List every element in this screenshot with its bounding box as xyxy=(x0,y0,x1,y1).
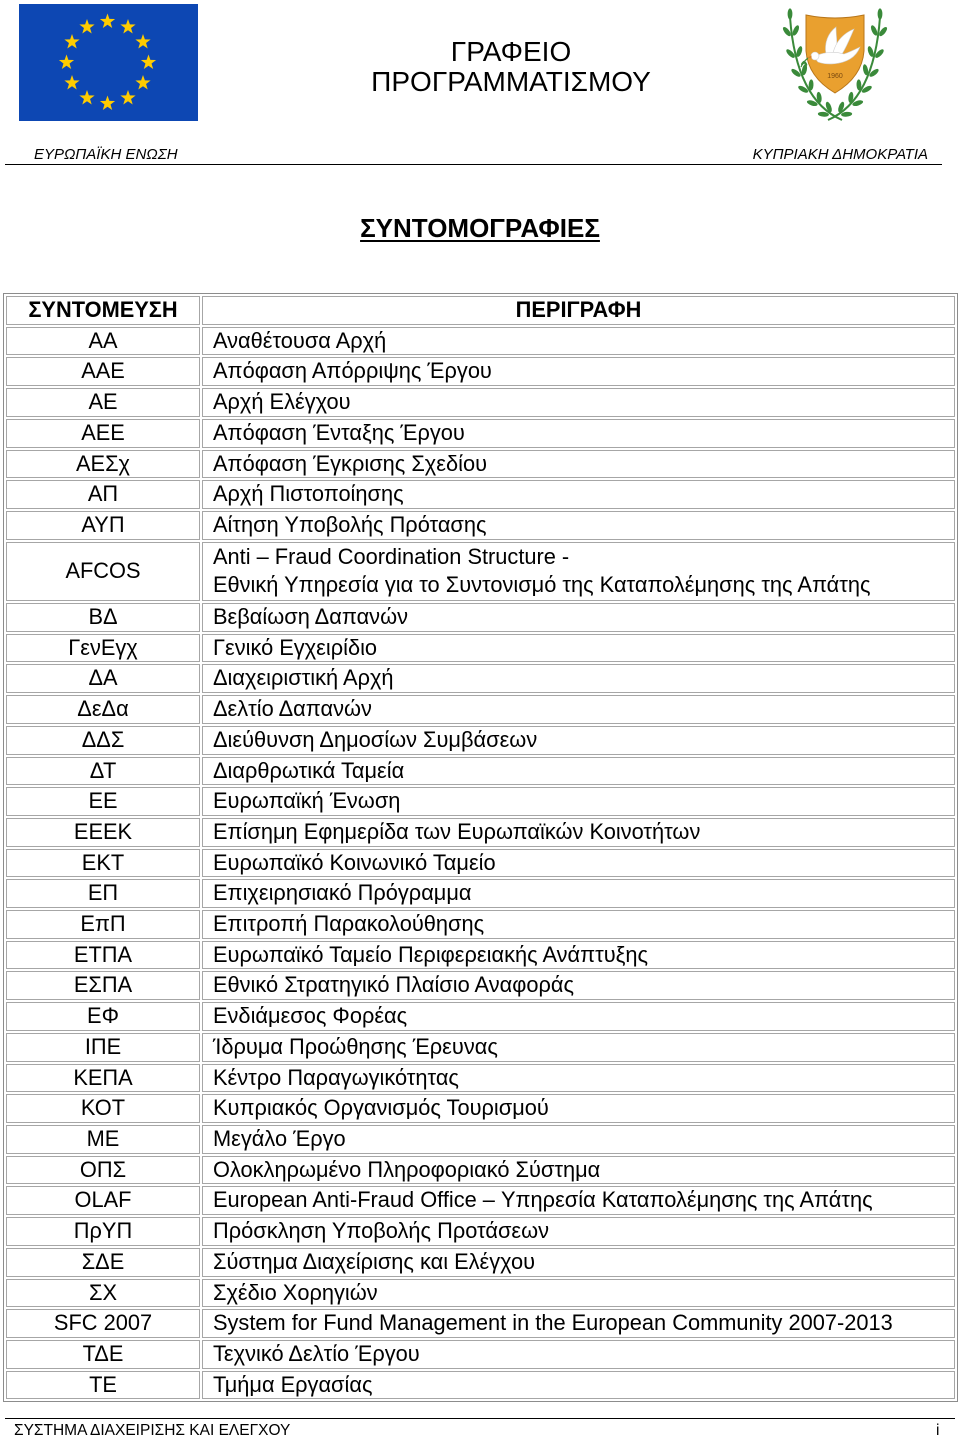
coat-of-arms-year: 1960 xyxy=(827,73,843,80)
table-row xyxy=(6,388,955,417)
abbreviation-cell: ΑΠ xyxy=(6,480,200,509)
description-cell xyxy=(202,1064,955,1093)
abbreviation-cell: ΔΔΣ xyxy=(6,726,200,755)
table-row xyxy=(6,1094,955,1123)
description-cell xyxy=(202,1094,955,1123)
description-cell xyxy=(202,480,955,509)
abbreviation-cell: ΕπΠ xyxy=(6,910,200,939)
abbreviation-cell: ΕΦ xyxy=(6,1002,200,1031)
abbreviation-cell: ΤΔΕ xyxy=(6,1340,200,1369)
description-line: Αρχή Πιστοποίησης xyxy=(213,481,404,507)
republic-of-cyprus-label: ΚΥΠΡΙΑΚΗ ΔΗΜΟΚΡΑΤΙΑ xyxy=(752,146,928,163)
abbreviation-cell: ΟΠΣ xyxy=(6,1156,200,1185)
abbreviation-cell: OLAF xyxy=(6,1186,200,1215)
description-line: Ευρωπαϊκό Κοινωνικό Ταμείο xyxy=(213,849,496,875)
description-line: Κέντρο Παραγωγικότητας xyxy=(213,1064,459,1090)
description-line: Ευρωπαϊκή Ένωση xyxy=(213,788,401,814)
table-row xyxy=(6,664,955,693)
abbreviation-cell: ΔΤ xyxy=(6,757,200,786)
document-title: ΣΥΝΤΟΜΟΓΡΑΦΙΕΣ xyxy=(360,213,600,243)
description-cell xyxy=(202,1248,955,1277)
description-cell xyxy=(202,971,955,1000)
table-row xyxy=(6,1217,955,1246)
description-line: Διεύθυνση Δημοσίων Συμβάσεων xyxy=(213,726,538,752)
description-line: Τεχνικό Δελτίο Έργου xyxy=(213,1340,420,1366)
table-header-row xyxy=(6,296,955,325)
abbreviation-cell: ΒΔ xyxy=(6,603,200,632)
description-line: Σχέδιο Χορηγιών xyxy=(213,1279,378,1305)
description-line: Γενικό Εγχειρίδιο xyxy=(213,634,378,660)
description-line: Τμήμα Εργασίας xyxy=(213,1371,373,1397)
table-row xyxy=(6,1002,955,1031)
description-line: Αναθέτουσα Αρχή xyxy=(213,327,387,353)
table-row xyxy=(6,1156,955,1185)
table-row xyxy=(6,419,955,448)
abbreviation-cell: ΠρΥΠ xyxy=(6,1217,200,1246)
abbreviation-cell: ΑΕΣχ xyxy=(6,450,200,479)
description-cell xyxy=(202,1340,955,1369)
description-cell xyxy=(202,757,955,786)
cyprus-coat-of-arms-icon xyxy=(776,5,894,123)
abbreviation-cell: ΣΧ xyxy=(6,1279,200,1308)
abbreviation-cell: ΑΥΠ xyxy=(6,511,200,540)
description-line: Διαχειριστική Αρχή xyxy=(213,665,394,691)
table-row xyxy=(6,480,955,509)
description-cell xyxy=(202,327,955,356)
table-row xyxy=(6,511,955,540)
table-row xyxy=(6,1248,955,1277)
description-cell xyxy=(202,357,955,386)
description-line: Anti – Fraud Coordination Structure - xyxy=(213,543,570,569)
description-cell xyxy=(202,879,955,908)
header-rule xyxy=(5,164,942,165)
abbreviation-cell: ΚΕΠΑ xyxy=(6,1064,200,1093)
abbreviation-cell: ΑΕ xyxy=(6,388,200,417)
description-cell xyxy=(202,388,955,417)
eu-flag-icon xyxy=(19,4,198,121)
table-row xyxy=(6,1125,955,1154)
description-cell xyxy=(202,603,955,632)
description-cell xyxy=(202,1125,955,1154)
table-row xyxy=(6,603,955,632)
abbreviation-cell: ΓενΕγχ xyxy=(6,634,200,663)
description-line: Διαρθρωτικά Ταμεία xyxy=(213,757,405,783)
table-row xyxy=(6,910,955,939)
table-row xyxy=(6,450,955,479)
description-line: Ενδιάμεσος Φορέας xyxy=(213,1003,408,1029)
description-line: Απόφαση Έγκρισης Σχεδίου xyxy=(213,450,487,476)
abbreviations-table xyxy=(3,293,958,1402)
description-cell xyxy=(202,634,955,663)
table-row xyxy=(6,757,955,786)
description-cell xyxy=(202,511,955,540)
description-line: Μεγάλο Έργο xyxy=(213,1125,346,1151)
column-header-abbreviation: ΣΥΝΤΟΜΕΥΣΗ xyxy=(6,296,200,325)
description-line: Εθνικό Στρατηγικό Πλαίσιο Αναφοράς xyxy=(213,972,574,998)
abbreviation-cell: AFCOS xyxy=(6,542,200,601)
abbreviation-cell: SFC 2007 xyxy=(6,1309,200,1338)
description-line: System for Fund Management in the European Community 2007-2013 xyxy=(213,1310,893,1336)
description-cell xyxy=(202,1033,955,1062)
description-cell xyxy=(202,695,955,724)
description-cell xyxy=(202,1217,955,1246)
table-row xyxy=(6,1371,955,1400)
abbreviation-cell: ΔεΔα xyxy=(6,695,200,724)
table-row xyxy=(6,1064,955,1093)
description-cell xyxy=(202,849,955,878)
description-cell xyxy=(202,1309,955,1338)
table-row xyxy=(6,1309,955,1338)
table-row xyxy=(6,542,955,601)
description-cell xyxy=(202,941,955,970)
description-cell xyxy=(202,787,955,816)
table-row xyxy=(6,818,955,847)
office-title-line-2: ΠΡΟΓΡΑΜΜΑΤΙΣΜΟΥ xyxy=(371,66,651,97)
abbreviation-cell: ΑΕΕ xyxy=(6,419,200,448)
abbreviation-cell: ΔΑ xyxy=(6,664,200,693)
table-row xyxy=(6,1279,955,1308)
description-line: Απόφαση Ένταξης Έργου xyxy=(213,419,465,445)
table-row xyxy=(6,1186,955,1215)
table-row xyxy=(6,787,955,816)
footer-rule xyxy=(5,1418,955,1419)
table-row xyxy=(6,879,955,908)
table-row xyxy=(6,849,955,878)
abbreviation-cell: ΕΕΕΚ xyxy=(6,818,200,847)
table-row xyxy=(6,695,955,724)
table-row xyxy=(6,971,955,1000)
abbreviation-cell: ΕΕ xyxy=(6,787,200,816)
description-line: Αίτηση Υποβολής Πρότασης xyxy=(213,511,487,537)
abbreviation-cell: ΑΑΕ xyxy=(6,357,200,386)
table-row xyxy=(6,1340,955,1369)
description-line: Επιτροπή Παρακολούθησης xyxy=(213,911,485,937)
table-row xyxy=(6,1033,955,1062)
description-line: Εθνική Υπηρεσία για το Συντονισμό της Καταπολέμησης της Απάτης xyxy=(213,572,871,598)
abbreviation-cell: ΜΕ xyxy=(6,1125,200,1154)
page-number: i xyxy=(936,1422,940,1439)
description-cell xyxy=(202,1371,955,1400)
description-line: European Anti-Fraud Office – Υπηρεσία Καταπολέμησης της Απάτης xyxy=(213,1187,873,1213)
description-line: Βεβαίωση Δαπανών xyxy=(213,604,408,630)
description-line: Ίδρυμα Προώθησης Έρευνας xyxy=(213,1033,498,1059)
table-row xyxy=(6,634,955,663)
table-row xyxy=(6,357,955,386)
description-line: Επίσημη Εφημερίδα των Ευρωπαϊκών Κοινοτήτων xyxy=(213,818,701,844)
description-cell xyxy=(202,1279,955,1308)
description-cell xyxy=(202,910,955,939)
description-cell xyxy=(202,818,955,847)
description-line: Ολοκληρωμένο Πληροφοριακό Σύστημα xyxy=(213,1156,601,1182)
description-line: Επιχειρησιακό Πρόγραμμα xyxy=(213,880,472,906)
table-row xyxy=(6,327,955,356)
abbreviation-cell: ΙΠΕ xyxy=(6,1033,200,1062)
abbreviation-cell: ΚΟΤ xyxy=(6,1094,200,1123)
office-title xyxy=(300,37,722,97)
abbreviation-cell: ΑΑ xyxy=(6,327,200,356)
office-title-line-1: ΓΡΑΦΕΙΟ xyxy=(450,36,572,67)
description-cell xyxy=(202,1002,955,1031)
abbreviation-cell: ΕΠ xyxy=(6,879,200,908)
description-line: Αρχή Ελέγχου xyxy=(213,389,351,415)
abbreviation-cell: ΤΕ xyxy=(6,1371,200,1400)
description-cell xyxy=(202,542,955,601)
description-line: Κυπριακός Οργανισμός Τουρισμού xyxy=(213,1095,549,1121)
abbreviation-cell: ΕΚΤ xyxy=(6,849,200,878)
description-cell xyxy=(202,419,955,448)
european-union-label: ΕΥΡΩΠΑΪΚΗ ΕΝΩΣΗ xyxy=(34,146,178,163)
description-cell xyxy=(202,726,955,755)
description-cell xyxy=(202,664,955,693)
abbreviation-cell: ΕΤΠΑ xyxy=(6,941,200,970)
description-line: Δελτίο Δαπανών xyxy=(213,696,372,722)
table-row xyxy=(6,941,955,970)
description-line: Σύστημα Διαχείρισης και Ελέγχου xyxy=(213,1248,536,1274)
table-body xyxy=(6,327,955,1400)
description-cell xyxy=(202,1186,955,1215)
table-row xyxy=(6,726,955,755)
description-cell xyxy=(202,1156,955,1185)
column-header-description: ΠΕΡΙΓΡΑΦΗ xyxy=(202,296,955,325)
description-line: Απόφαση Απόρριψης Έργου xyxy=(213,358,492,384)
description-cell xyxy=(202,450,955,479)
description-line: Ευρωπαϊκό Ταμείο Περιφερειακής Ανάπτυξης xyxy=(213,941,649,967)
abbreviation-cell: ΕΣΠΑ xyxy=(6,971,200,1000)
description-line: Πρόσκληση Υποβολής Προτάσεων xyxy=(213,1218,550,1244)
footer-title: ΣΥΣΤΗΜΑ ΔΙΑΧΕΙΡΙΣΗΣ ΚΑΙ ΕΛΕΓΧΟΥ xyxy=(14,1422,291,1439)
abbreviation-cell: ΣΔΕ xyxy=(6,1248,200,1277)
